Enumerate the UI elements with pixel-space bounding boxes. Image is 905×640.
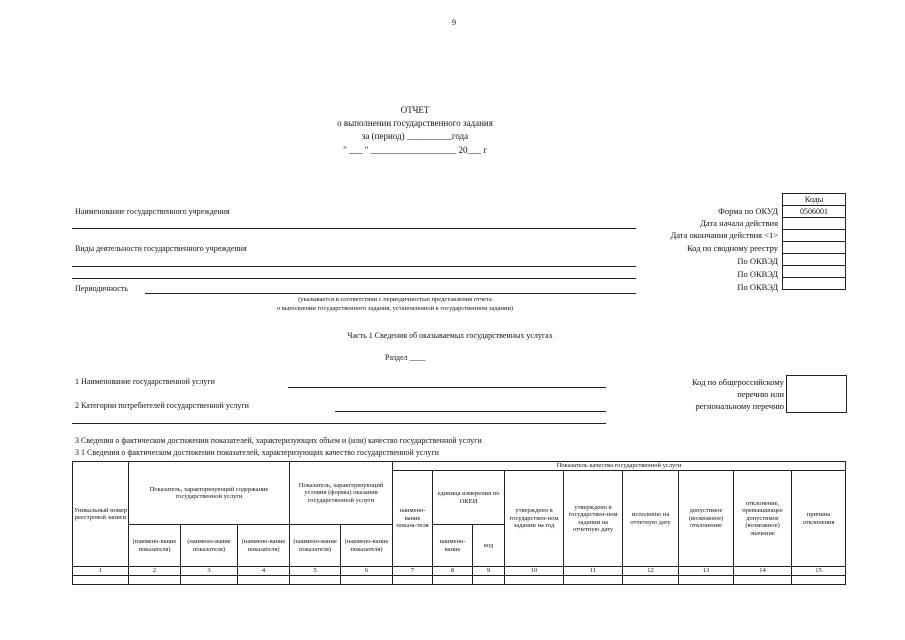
code-registry [783,242,846,254]
label-okud: Форма по ОКУД [718,206,778,216]
empty-cell [129,576,181,585]
periodicity-line [145,293,636,294]
empty-cell [341,576,393,585]
label-okved-2: По ОКВЭД [737,269,778,279]
col-number: 2 [129,567,181,576]
codes-header: Коды [783,194,846,206]
col-number: 4 [238,567,290,576]
date-line: " ___ " ___________________ 20___ г [343,145,487,155]
activities-line-2 [72,278,636,279]
col-number: 15 [792,567,846,576]
col-number: 3 [181,567,238,576]
code-okved-3 [783,278,846,290]
activities-line-1 [72,266,636,267]
sub-e: (наимено-вание показателя) [341,525,393,567]
col-excess: отклонение, превышающее допустимое (возможное) значение [734,471,792,567]
periodicity-label: Периодичность [75,284,128,293]
empty-cell [564,576,623,585]
service-name-line [288,387,606,388]
consumer-category-line [335,411,606,412]
col-content: Показатель, характеризующий содержание государственной услуги [129,462,290,525]
service-name-label: 1 Наименование государственной услуги [75,377,215,386]
empty-cell [473,576,505,585]
col-number: 1 [73,567,129,576]
section-label: Раздел ____ [385,353,426,362]
col-number: 5 [290,567,341,576]
col-number: 11 [564,567,623,576]
col-done: исполнено на отчетную дату [623,471,679,567]
sub-d: (наимено-вание показателя) [290,525,341,567]
code-start [783,218,846,230]
report-subtitle: о выполнении государственного задания [337,118,493,128]
col-approved-date: утверждено в государствен-ном задании на отчетную дату [564,471,623,567]
col-conditions: Показатель, характеризующий условия (формы) оказания государственной услуги [290,462,393,525]
quality-table [72,461,846,585]
info-item-3-1: 3 1 Сведения о фактическом достижении показателей, характеризующих качество государственной услуги [75,448,439,457]
empty-cell [623,576,679,585]
code-okved-2 [783,266,846,278]
col-number: 7 [393,567,433,576]
code-end [783,230,846,242]
empty-cell [734,576,792,585]
col-number: 14 [734,567,792,576]
empty-cell [181,576,238,585]
label-registry: Код по сводному реестру [686,243,778,253]
empty-cell [792,576,846,585]
code-label-2: перечню или [737,389,784,399]
col-number: 13 [679,567,734,576]
sub-c: (наимено-вание показателя) [238,525,290,567]
col-approved-year: утверждено в государствен-ном задании на год [505,471,564,567]
col-number: 6 [341,567,393,576]
col-number: 10 [505,567,564,576]
col-reason: причина отклонения [792,471,846,567]
registry-code-box [786,375,847,413]
col-allowed: допустимое (возможное) отклонение [679,471,734,567]
period-line: за (период) __________года [361,131,469,141]
empty-cell [433,576,473,585]
empty-cell [505,576,564,585]
periodicity-hint-2: о выполнении государственного задания, установленной в государственном задании) [276,305,514,312]
code-label-1: Код по общероссийскому [691,377,784,387]
info-item-3: 3 Сведения о фактическом достижении показателей, характеризующих объем и (или) качество государственной услуги [75,436,482,445]
part-title: Часть 1 Сведения об оказываемых государственных услугах [347,331,553,340]
empty-cell [393,576,433,585]
consumer-category-label: 2 Категории потребителей государственной услуги [75,401,249,410]
label-end: Дата окончания действия <1> [670,230,778,240]
codes-table [782,193,846,290]
col-number: 9 [473,567,505,576]
activities-label: Виды деятельности государственного учреждения [75,244,247,253]
empty-cell [679,576,734,585]
code-okud: 0506001 [783,206,846,218]
label-okved-3: По ОКВЭД [737,282,778,292]
empty-cell [290,576,341,585]
periodicity-hint-1: (указывается в соответствии с периодичностью представления отчета [298,296,492,303]
institution-name-label: Наименование государственного учреждения [75,207,230,216]
report-title: ОТЧЕТ [400,105,430,115]
institution-name-line [72,228,636,229]
col-number: 8 [433,567,473,576]
code-okved-1 [783,254,846,266]
col-name: наимено-вание показа-теля [393,471,433,567]
col-unit-code: код [473,525,505,567]
sub-a: (наимено-вание показателя) [129,525,181,567]
code-label-3: региональному перечню [695,401,784,411]
page-number: 9 [452,18,456,27]
col-number: 12 [623,567,679,576]
label-start: Дата начала действия [700,218,778,228]
empty-cell [238,576,290,585]
label-okved-1: По ОКВЭД [737,256,778,266]
empty-cell [73,576,129,585]
consumer-category-line-2 [72,423,606,424]
col-unit-name: наимено-вание [433,525,473,567]
col-unit: единица измерения по ОКЕИ [433,471,505,525]
col-unique: Уникальный номер реестровой записи [73,462,129,567]
sub-b: (наимено-вание показателя) [181,525,238,567]
col-quality: Показатель качества государственной услуги [393,462,846,471]
